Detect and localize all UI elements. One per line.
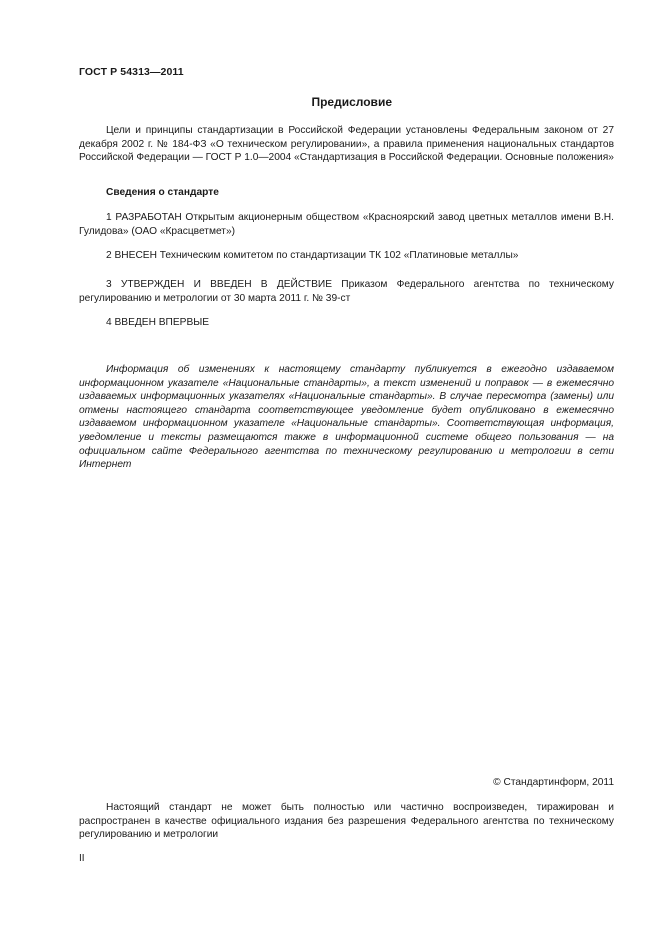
legal-notice-paragraph: Настоящий стандарт не может быть полностью или частично воспроизведен, тиражирован и распространен в качестве официального издания без разрешения Федерального агентства по техническому регулированию и метрологии <box>79 802 614 841</box>
list-item-introduced: 2 ВНЕСЕН Техническим комитетом по стандартизации ТК 102 «Платиновые металлы» <box>106 250 519 261</box>
page-number: II <box>79 853 85 864</box>
page-title: Предисловие <box>311 95 392 109</box>
intro-paragraph: Цели и принципы стандартизации в Российской Федерации установлены Федеральным законом от 27 декабря 2002 г. № 184-ФЗ «О техническом регулировании», а правила применения национальных стандартов Российской Федерации — ГОСТ Р 1.0—2004 «Стандартизация в Российской Федерации. Основные положения» <box>79 125 614 164</box>
list-item-approved: 3 УТВЕРЖДЕН И ВВЕДЕН В ДЕЙСТВИЕ Приказом Федерального агентства по техническому регулированию и метрологии от 30 марта 2011 г. № 39-ст <box>79 279 614 304</box>
section-heading: Сведения о стандарте <box>106 187 219 198</box>
standard-code-header: ГОСТ Р 54313—2011 <box>79 66 184 78</box>
copyright-notice: © Стандартинформ, 2011 <box>493 777 614 788</box>
list-item-first-introduced: 4 ВВЕДЕН ВПЕРВЫЕ <box>106 317 210 328</box>
list-item-developed: 1 РАЗРАБОТАН Открытым акционерным обществом «Красноярский завод цветных металлов имени В.Н. Гулидова» (ОАО «Красцветмет») <box>79 212 614 237</box>
info-note-paragraph: Информация об изменениях к настоящему стандарту публикуется в ежегодно издаваемом информационном указателе «Национальные стандарты», а текст изменений и поправок — в ежемесячно издаваемых информационных указателях «Национальные стандарты». В случае пересмотра (замены) или отмены настоящего стандарта соответствующее уведомление будет опубликовано в ежемесячно издаваемом информационном указателе «Национальные стандарты». Соответствующая информация, уведомление и тексты размещаются также в информационной системе общего пользования — на официальном сайте Федерального агентства по техническому регулированию и метрологии в сети Интернет <box>79 364 614 471</box>
